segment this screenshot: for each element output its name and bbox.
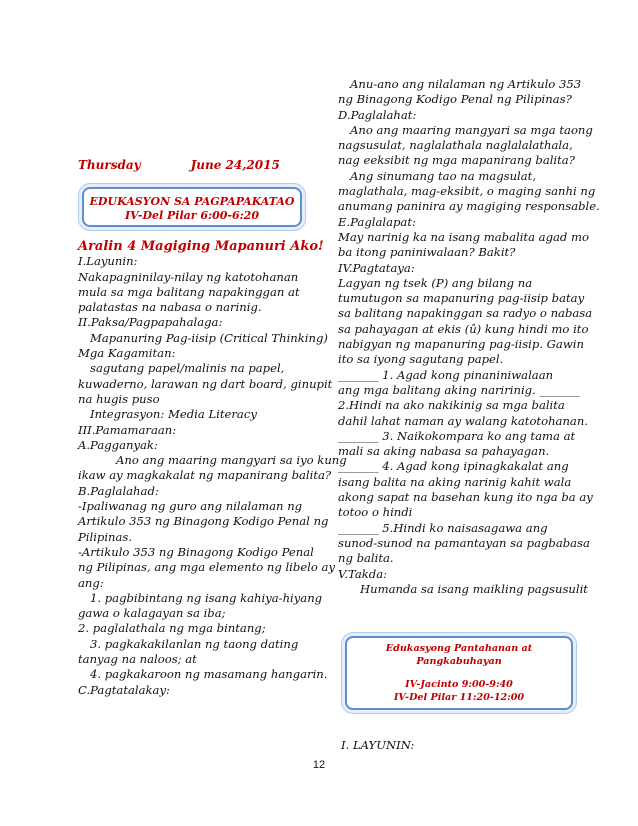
right-line: V.Takda:	[338, 566, 388, 581]
right-line: sa pahayagan at ekis (û) kung hindi mo ito	[338, 321, 589, 336]
subject-box-title: EDUKASYON SA PAGPAPAKATAO	[89, 195, 295, 208]
left-line: 3. pagkakakilanlan ng taong dating	[90, 636, 299, 651]
date-line	[78, 158, 318, 173]
left-line: II.Paksa/Pagpapahalaga:	[78, 315, 223, 330]
right-line: maglathala, mag-eksibit, o maging sanhi ng	[338, 184, 596, 199]
left-line: ang:	[78, 575, 104, 590]
left-column	[78, 158, 347, 698]
right-line: mali sa aking nabasa sa pahayagan.	[338, 444, 550, 459]
left-line: 4. pagkakaroon ng masamang hangarin.	[90, 667, 328, 682]
right-line: ito sa iyong sagutang papel.	[338, 352, 504, 367]
day-label: Thursday	[78, 158, 141, 172]
left-line: 2. paglalathala ng mga bintang;	[78, 621, 266, 636]
right-line: tumutugon sa mapanuring pag-iisip batay	[338, 291, 585, 306]
right-line: _______ 3. Naikokompara ko ang tama at	[338, 428, 576, 443]
date-label: June 24,2015	[190, 158, 280, 172]
left-line: ng Pilipinas, ang mga elemento ng libelo ay	[78, 560, 336, 575]
right-line: IV.Pagtataya:	[338, 260, 415, 275]
right-line: sa balitang napakinggan sa radyo o nabasa	[338, 306, 593, 321]
left-line: Artikulo 353 ng Binagong Kodigo Penal ng	[78, 514, 329, 529]
right-line: Lagyan ng tsek (P) ang bilang na	[338, 275, 533, 290]
right-line: _______ 1. Agad kong pinaniniwalaan	[338, 367, 554, 382]
page-number: 12	[312, 759, 326, 771]
right-line: akong sapat na basehan kung ito nga ba ay	[338, 490, 593, 505]
subject-box-edukasyon	[82, 187, 302, 227]
right-line: Ang sinumang tao na magsulat,	[350, 168, 537, 183]
right-line: anumang paninira ay magiging responsable.	[338, 199, 600, 214]
left-line: Integrasyon: Media Literacy	[90, 407, 257, 422]
left-line: sagutang papel/malinis na papel,	[90, 361, 285, 376]
section-layunin-heading: I. LAYUNIN:	[341, 738, 415, 752]
left-line: B.Paglalahad:	[78, 483, 159, 498]
lesson-title: Aralin 4 Magiging Mapanuri Ako!	[78, 239, 324, 254]
subject-box-schedule: IV-Del Pilar 11:20-12:00	[393, 692, 525, 703]
left-line: A.Pagganyak:	[78, 437, 158, 452]
right-line: dahil lahat naman ay walang katotohanan.	[338, 413, 588, 428]
right-line: _______ 5.Hindi ko naisasagawa ang	[338, 520, 548, 535]
right-line: ng Binagong Kodigo Penal ng Pilipinas?	[338, 92, 572, 107]
right-line: Anu-ano ang nilalaman ng Artikulo 353	[350, 77, 582, 91]
left-line: 1. pagbibintang ng isang kahiya-hiyang	[90, 590, 323, 605]
left-line: tanyag na naloos; at	[78, 652, 197, 667]
right-line: ang mga balitang aking naririnig. _______	[338, 382, 581, 397]
right-line: D.Paglalahat:	[338, 107, 417, 122]
right-line: _______ 4. Agad kong ipinagkakalat ang	[338, 459, 569, 474]
left-line: Mapanuring Pag-iisip (Critical Thinking)	[90, 330, 328, 345]
left-line: Ano ang maaring mangyari sa iyo kung	[116, 453, 347, 468]
left-line: C.Pagtatalakay:	[78, 682, 170, 697]
subject-box-schedule: IV-Jacinto 9:00-9:40	[405, 679, 513, 690]
left-line: palatastas na nabasa o narinig.	[78, 300, 262, 315]
right-line: totoo o hindi	[338, 505, 413, 520]
left-line: I.Layunin:	[78, 254, 138, 269]
right-line: nag eeksibit ng mga mapanirang balita?	[338, 153, 575, 168]
left-line: Mga Kagamitan:	[78, 346, 176, 361]
left-line: -Artikulo 353 ng Binagong Kodigo Penal	[78, 544, 314, 559]
left-line: Nakapagninilay-nilay ng katotohanan	[78, 269, 299, 284]
right-line: isang balita na aking narinig kahit wala	[338, 474, 572, 489]
right-line: Humanda sa isang maikling pagsusulit	[360, 581, 588, 596]
right-line: nabigyan ng mapanuring pag-iisip. Gawin	[338, 337, 584, 352]
right-line: ng balita.	[338, 551, 394, 566]
left-line: Pilipinas.	[78, 529, 133, 544]
left-line: mula sa mga balitang napakinggan at	[78, 284, 300, 299]
right-line: May narinig ka na isang mabalita agad mo	[338, 229, 589, 244]
subject-box-epp	[345, 636, 573, 710]
right-column	[338, 77, 600, 597]
left-line: ikaw ay magkakalat ng mapanirang balita?	[78, 468, 332, 483]
right-line: nagsusulat, naglalathala naglalalathala,	[338, 138, 573, 153]
right-line: Ano ang maaring mangyari sa mga taong	[350, 122, 593, 137]
subject-box-title: Edukasyong Pantahanan at Pangkabuhayan	[385, 643, 533, 667]
left-line: -Ipaliwanag ng guro ang nilalaman ng	[78, 499, 303, 514]
subject-box-gap	[347, 668, 571, 678]
left-line: na hugis puso	[78, 391, 160, 406]
left-line: gawa o kalagayan sa iba;	[78, 606, 226, 621]
right-line: 2.Hindi na ako nakikinig sa mga balita	[338, 398, 565, 413]
left-line: III.Pamamaraan:	[78, 422, 177, 437]
left-line: kuwaderno, larawan ng dart board, ginupit	[78, 376, 333, 391]
right-line: sunod-sunod na pamantayan sa pagbabasa	[338, 535, 590, 550]
right-line: E.Paglalapat:	[338, 214, 416, 229]
subject-box-schedule: IV-Del Pilar 6:00-6:20	[125, 209, 259, 222]
right-line: ba itong paniniwalaan? Bakit?	[338, 245, 516, 260]
